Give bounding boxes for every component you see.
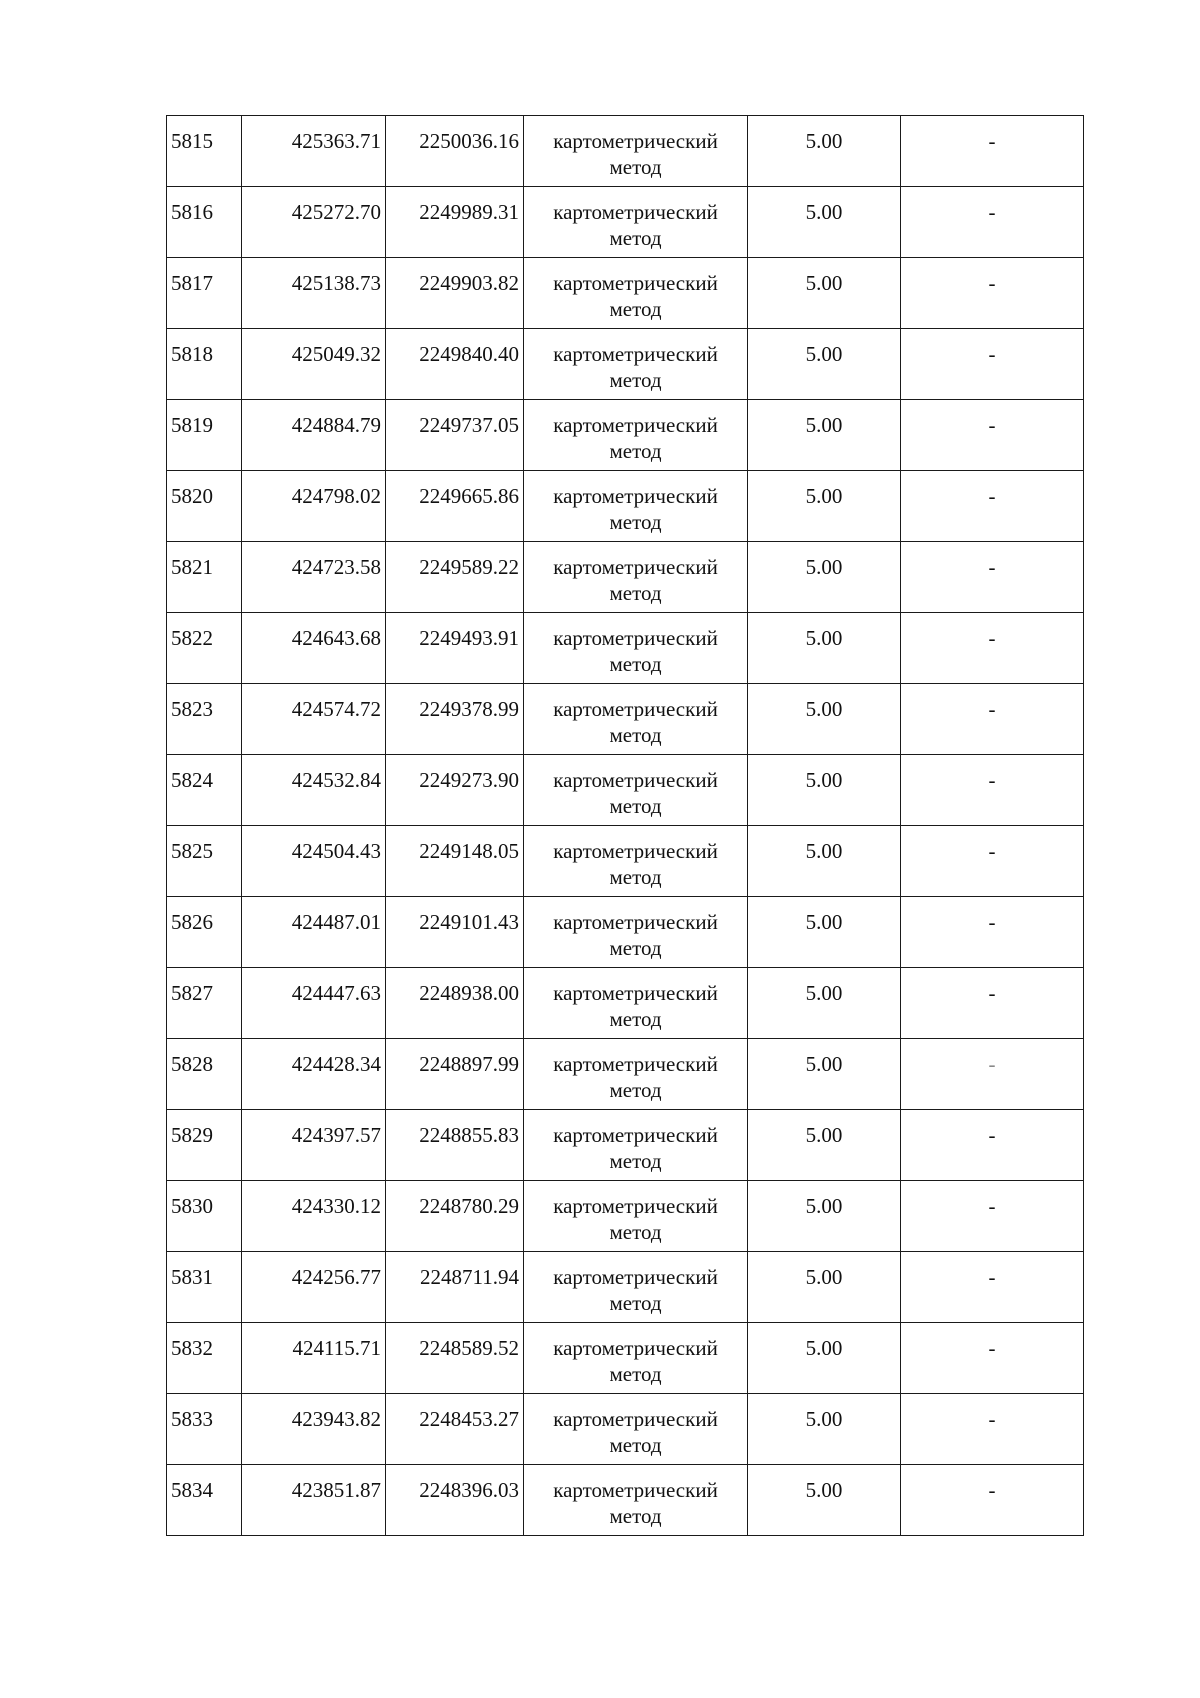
extra-cell: -: [901, 1465, 1084, 1536]
extra-cell: -: [901, 968, 1084, 1039]
point-number-cell: 5817: [167, 258, 242, 329]
table-row: [167, 826, 1084, 897]
point-number-cell: 5818: [167, 329, 242, 400]
extra-cell: -: [901, 684, 1084, 755]
extra-cell: -: [901, 471, 1084, 542]
error-cell: 5.00: [748, 1252, 901, 1323]
x-coordinate-cell: 424256.77: [242, 1252, 386, 1323]
table-row: [167, 1110, 1084, 1181]
x-coordinate-cell: 424643.68: [242, 613, 386, 684]
coordinates-table-body: [167, 116, 1084, 1536]
point-number-cell: 5819: [167, 400, 242, 471]
method-cell: картометрический метод: [524, 684, 748, 755]
method-cell: картометрический метод: [524, 471, 748, 542]
point-number-cell: 5816: [167, 187, 242, 258]
method-cell: картометрический метод: [524, 542, 748, 613]
table-row: [167, 1323, 1084, 1394]
y-coordinate-cell: 2249665.86: [386, 471, 524, 542]
method-cell: картометрический метод: [524, 613, 748, 684]
table-row: [167, 329, 1084, 400]
table-row: [167, 684, 1084, 755]
error-cell: 5.00: [748, 968, 901, 1039]
extra-cell: -: [901, 1323, 1084, 1394]
table-row: [167, 116, 1084, 187]
y-coordinate-cell: 2249493.91: [386, 613, 524, 684]
table-row: [167, 755, 1084, 826]
error-cell: 5.00: [748, 1323, 901, 1394]
x-coordinate-cell: 425272.70: [242, 187, 386, 258]
y-coordinate-cell: 2250036.16: [386, 116, 524, 187]
error-cell: 5.00: [748, 1181, 901, 1252]
y-coordinate-cell: 2248938.00: [386, 968, 524, 1039]
extra-cell: -: [901, 1252, 1084, 1323]
coordinates-table: [166, 115, 1084, 1536]
x-coordinate-cell: 425138.73: [242, 258, 386, 329]
y-coordinate-cell: 2248453.27: [386, 1394, 524, 1465]
x-coordinate-cell: 424723.58: [242, 542, 386, 613]
extra-cell: -: [901, 187, 1084, 258]
method-cell: картометрический метод: [524, 826, 748, 897]
error-cell: 5.00: [748, 116, 901, 187]
error-cell: 5.00: [748, 1465, 901, 1536]
error-cell: 5.00: [748, 684, 901, 755]
table-row: [167, 613, 1084, 684]
x-coordinate-cell: 425049.32: [242, 329, 386, 400]
table-row: [167, 968, 1084, 1039]
method-cell: картометрический метод: [524, 1252, 748, 1323]
error-cell: 5.00: [748, 897, 901, 968]
error-cell: 5.00: [748, 613, 901, 684]
y-coordinate-cell: 2249737.05: [386, 400, 524, 471]
method-cell: картометрический метод: [524, 968, 748, 1039]
error-cell: 5.00: [748, 400, 901, 471]
y-coordinate-cell: 2248589.52: [386, 1323, 524, 1394]
table-row: [167, 1394, 1084, 1465]
point-number-cell: 5827: [167, 968, 242, 1039]
method-cell: картометрический метод: [524, 755, 748, 826]
y-coordinate-cell: 2249101.43: [386, 897, 524, 968]
x-coordinate-cell: 425363.71: [242, 116, 386, 187]
point-number-cell: 5834: [167, 1465, 242, 1536]
point-number-cell: 5815: [167, 116, 242, 187]
error-cell: 5.00: [748, 755, 901, 826]
extra-cell: -: [901, 897, 1084, 968]
x-coordinate-cell: 424447.63: [242, 968, 386, 1039]
point-number-cell: 5833: [167, 1394, 242, 1465]
extra-cell: -: [901, 329, 1084, 400]
extra-cell: -: [901, 826, 1084, 897]
y-coordinate-cell: 2249148.05: [386, 826, 524, 897]
x-coordinate-cell: 424532.84: [242, 755, 386, 826]
point-number-cell: 5832: [167, 1323, 242, 1394]
x-coordinate-cell: 424330.12: [242, 1181, 386, 1252]
point-number-cell: 5828: [167, 1039, 242, 1110]
point-number-cell: 5823: [167, 684, 242, 755]
extra-cell: -: [901, 755, 1084, 826]
method-cell: картометрический метод: [524, 1465, 748, 1536]
x-coordinate-cell: 423851.87: [242, 1465, 386, 1536]
point-number-cell: 5821: [167, 542, 242, 613]
y-coordinate-cell: 2248711.94: [386, 1252, 524, 1323]
table-row: [167, 1465, 1084, 1536]
error-cell: 5.00: [748, 826, 901, 897]
table-row: [167, 187, 1084, 258]
x-coordinate-cell: 424574.72: [242, 684, 386, 755]
point-number-cell: 5829: [167, 1110, 242, 1181]
table-row: [167, 258, 1084, 329]
method-cell: картометрический метод: [524, 187, 748, 258]
error-cell: 5.00: [748, 1110, 901, 1181]
y-coordinate-cell: 2249589.22: [386, 542, 524, 613]
method-cell: картометрический метод: [524, 329, 748, 400]
error-cell: 5.00: [748, 329, 901, 400]
error-cell: 5.00: [748, 187, 901, 258]
table-row: [167, 542, 1084, 613]
table-row: [167, 400, 1084, 471]
error-cell: 5.00: [748, 542, 901, 613]
extra-cell: -: [901, 542, 1084, 613]
point-number-cell: 5824: [167, 755, 242, 826]
table-row: [167, 897, 1084, 968]
point-number-cell: 5820: [167, 471, 242, 542]
point-number-cell: 5831: [167, 1252, 242, 1323]
method-cell: картометрический метод: [524, 1394, 748, 1465]
error-cell: 5.00: [748, 1039, 901, 1110]
extra-cell: -: [901, 400, 1084, 471]
extra-cell: -: [901, 1181, 1084, 1252]
method-cell: картометрический метод: [524, 1181, 748, 1252]
x-coordinate-cell: 423943.82: [242, 1394, 386, 1465]
error-cell: 5.00: [748, 258, 901, 329]
method-cell: картометрический метод: [524, 1039, 748, 1110]
x-coordinate-cell: 424115.71: [242, 1323, 386, 1394]
y-coordinate-cell: 2248855.83: [386, 1110, 524, 1181]
error-cell: 5.00: [748, 1394, 901, 1465]
x-coordinate-cell: 424504.43: [242, 826, 386, 897]
extra-cell: -: [901, 116, 1084, 187]
method-cell: картометрический метод: [524, 1323, 748, 1394]
method-cell: картометрический метод: [524, 897, 748, 968]
method-cell: картометрический метод: [524, 258, 748, 329]
y-coordinate-cell: 2248897.99: [386, 1039, 524, 1110]
point-number-cell: 5826: [167, 897, 242, 968]
x-coordinate-cell: 424428.34: [242, 1039, 386, 1110]
y-coordinate-cell: 2249840.40: [386, 329, 524, 400]
y-coordinate-cell: 2249989.31: [386, 187, 524, 258]
method-cell: картометрический метод: [524, 1110, 748, 1181]
y-coordinate-cell: 2248396.03: [386, 1465, 524, 1536]
y-coordinate-cell: 2249273.90: [386, 755, 524, 826]
y-coordinate-cell: 2248780.29: [386, 1181, 524, 1252]
extra-cell: -: [901, 1110, 1084, 1181]
table-row: [167, 1039, 1084, 1110]
extra-cell: -: [901, 1039, 1084, 1110]
method-cell: картометрический метод: [524, 116, 748, 187]
table-row: [167, 1181, 1084, 1252]
extra-cell: -: [901, 258, 1084, 329]
extra-cell: -: [901, 613, 1084, 684]
point-number-cell: 5822: [167, 613, 242, 684]
method-cell: картометрический метод: [524, 400, 748, 471]
x-coordinate-cell: 424884.79: [242, 400, 386, 471]
table-row: [167, 471, 1084, 542]
point-number-cell: 5825: [167, 826, 242, 897]
point-number-cell: 5830: [167, 1181, 242, 1252]
x-coordinate-cell: 424397.57: [242, 1110, 386, 1181]
x-coordinate-cell: 424798.02: [242, 471, 386, 542]
x-coordinate-cell: 424487.01: [242, 897, 386, 968]
error-cell: 5.00: [748, 471, 901, 542]
extra-cell: -: [901, 1394, 1084, 1465]
y-coordinate-cell: 2249903.82: [386, 258, 524, 329]
y-coordinate-cell: 2249378.99: [386, 684, 524, 755]
table-row: [167, 1252, 1084, 1323]
